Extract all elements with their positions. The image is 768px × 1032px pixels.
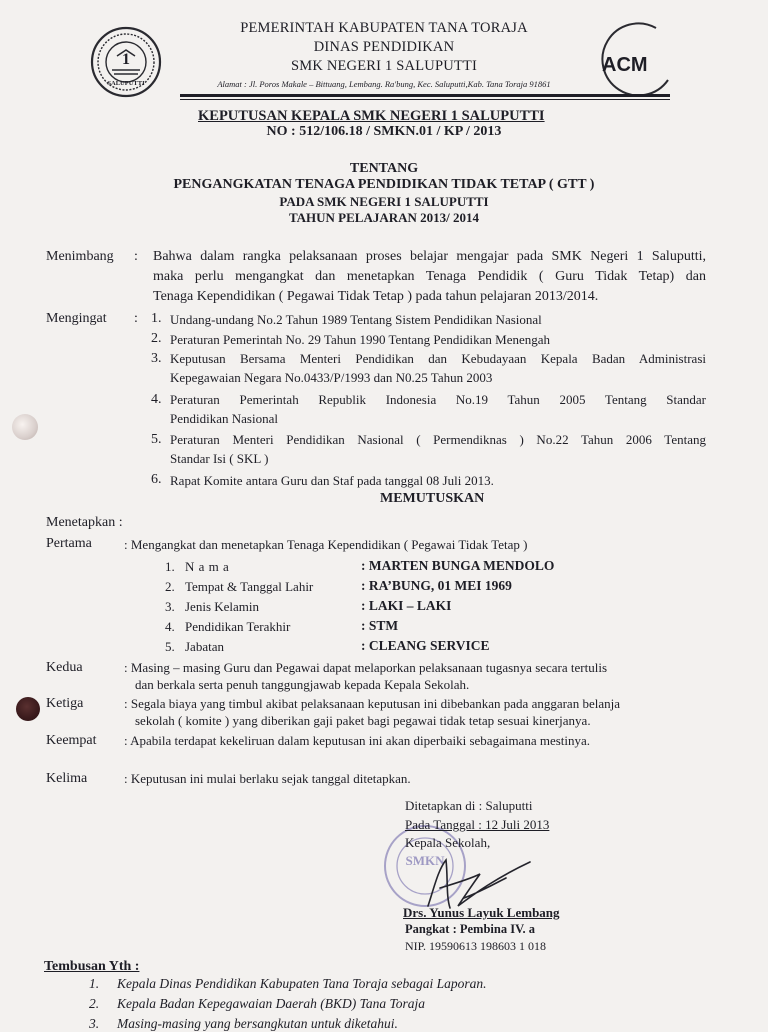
field-num-2: 2. bbox=[165, 579, 175, 594]
mengingat-num-6: 6. bbox=[151, 472, 162, 487]
punch-hole-bottom bbox=[16, 697, 40, 721]
field-num-5: 5. bbox=[165, 639, 175, 654]
field-label-name: N a m a bbox=[185, 559, 230, 574]
ketiga-label: Ketiga bbox=[46, 696, 84, 711]
mengingat-item-4-line-2: Pendidikan Nasional bbox=[170, 411, 278, 426]
header-address: Alamat : Jl. Poros Makale – Bittuang, Lembang. Ra'bung, Kec. Saluputti,Kab. Tana Toraja 91861 bbox=[217, 79, 551, 89]
decree-subject-1: PENGANGKATAN TENAGA PENDIDIKAN TIDAK TETAP ( GTT ) bbox=[173, 177, 595, 192]
field-value-gender: : LAKI – LAKI bbox=[361, 598, 452, 613]
mengingat-colon: : bbox=[134, 311, 138, 326]
field-value-education: : STM bbox=[361, 618, 399, 633]
tembusan-num-3: 3. bbox=[89, 1016, 100, 1031]
decree-subject-2: PADA SMK NEGERI 1 SALUPUTTI bbox=[279, 194, 489, 209]
mengingat-item-4-line-1: Peraturan Pemerintah Republik Indonesia No.19 Tahun 2005 Tentang Standar bbox=[170, 392, 706, 407]
header-school: SMK NEGERI 1 SALUPUTTI bbox=[290, 58, 478, 74]
signature-position: Kepala Sekolah, bbox=[405, 835, 491, 850]
mengingat-item-5-line-2: Standar Isi ( SKL ) bbox=[170, 451, 269, 466]
menimbang-line-1: Bahwa dalam rangka pelaksanaan proses belajar mengajar pada SMK Negeri 1 Saluputti, bbox=[153, 249, 706, 264]
field-value-name: : MARTEN BUNGA MENDOLO bbox=[361, 558, 555, 573]
mengingat-num-4: 4. bbox=[151, 392, 162, 407]
ketiga-line-1: : Segala biaya yang timbul akibat pelaksanaan keputusan ini dibebankan pada anggaran belanja bbox=[124, 696, 620, 711]
tembusan-num-1: 1. bbox=[89, 976, 100, 991]
tembusan-item-2: Kepala Badan Kepegawaian Daerah (BKD) Tana Toraja bbox=[117, 996, 426, 1011]
mengingat-item-5-line-1: Peraturan Menteri Pendidikan Nasional ( Permendiknas ) No.22 Tahun 2006 Tentang bbox=[170, 432, 706, 447]
mengingat-num-2: 2. bbox=[151, 331, 162, 346]
field-value-birth: : RA’BUNG, 01 MEI 1969 bbox=[361, 578, 512, 593]
tembusan-item-1: Kepala Dinas Pendidikan Kabupaten Tana Toraja sebagai Laporan. bbox=[117, 976, 487, 991]
memutuskan-heading: MEMUTUSKAN bbox=[380, 491, 485, 506]
field-label-position: Jabatan bbox=[185, 639, 224, 654]
decree-number: NO : 512/106.18 / SMKN.01 / KP / 2013 bbox=[266, 124, 502, 139]
decree-title: KEPUTUSAN KEPALA SMK NEGERI 1 SALUPUTTI bbox=[198, 108, 545, 124]
mengingat-label: Mengingat bbox=[46, 311, 107, 326]
mengingat-item-6: Rapat Komite antara Guru dan Staf pada tanggal 08 Juli 2013. bbox=[170, 473, 494, 488]
header-divider-thin bbox=[180, 99, 670, 100]
field-label-gender: Jenis Kelamin bbox=[185, 599, 260, 614]
acm-text: ACM bbox=[602, 54, 648, 76]
logo-number: 1 bbox=[122, 51, 130, 68]
decree-about: TENTANG bbox=[349, 161, 419, 176]
kelima-text: : Keputusan ini mulai berlaku sejak tanggal ditetapkan. bbox=[124, 771, 411, 786]
decree-subject-3: TAHUN PELAJARAN 2013/ 2014 bbox=[288, 210, 480, 225]
punch-hole-top bbox=[12, 414, 38, 440]
menimbang-line-2: maka perlu mengangkat dan menetapkan Tenaga Pendidik ( Guru Tidak Tetap) dan bbox=[153, 269, 706, 284]
signature-name: Drs. Yunus Layuk Lembang bbox=[403, 905, 560, 920]
signature-place: Ditetapkan di : Saluputti bbox=[405, 798, 533, 813]
menetapkan-label: Menetapkan : bbox=[46, 515, 123, 530]
field-num-3: 3. bbox=[165, 599, 175, 614]
mengingat-num-3: 3. bbox=[151, 351, 162, 366]
tembusan-num-2: 2. bbox=[89, 996, 100, 1011]
header-divider bbox=[180, 94, 670, 97]
field-label-birth: Tempat & Tanggal Lahir bbox=[185, 579, 314, 594]
signature-date: Pada Tanggal : 12 Juli 2013 bbox=[405, 817, 550, 832]
keempat-label: Keempat bbox=[46, 733, 97, 748]
field-label-education: Pendidikan Terakhir bbox=[185, 619, 291, 634]
header-department: DINAS PENDIDIKAN bbox=[313, 39, 455, 55]
logo-caption: SALUPUTTI bbox=[107, 80, 145, 87]
field-num-1: 1. bbox=[165, 559, 175, 574]
mengingat-num-1: 1. bbox=[151, 311, 162, 326]
kedua-label: Kedua bbox=[46, 660, 83, 675]
mengingat-item-1: Undang-undang No.2 Tahun 1989 Tentang Sistem Pendidikan Nasional bbox=[170, 312, 542, 327]
stamp-text: SMKN bbox=[405, 853, 445, 868]
tembusan-item-3: Masing-masing yang bersangkutan untuk diketahui. bbox=[117, 1016, 398, 1031]
signature-nip: NIP. 19590613 198603 1 018 bbox=[405, 939, 547, 953]
pertama-text: : Mengangkat dan menetapkan Tenaga Kependidikan ( Pegawai Tidak Tetap ) bbox=[124, 537, 528, 552]
menimbang-line-3: Tenaga Kependidikan ( Pegawai Tidak Tetap ) pada tahun pelajaran 2013/2014. bbox=[153, 289, 599, 304]
mengingat-item-3-line-1: Keputusan Bersama Menteri Pendidikan dan Kebudayaan Kepala Badan Administrasi bbox=[170, 351, 706, 366]
pertama-label: Pertama bbox=[46, 536, 92, 551]
kedua-line-2: dan berkala serta penuh tanggungjawab kepada Kepala Sekolah. bbox=[135, 677, 470, 692]
kelima-label: Kelima bbox=[46, 771, 88, 786]
menimbang-colon: : bbox=[134, 249, 138, 264]
mengingat-num-5: 5. bbox=[151, 432, 162, 447]
mengingat-item-2: Peraturan Pemerintah No. 29 Tahun 1990 Tentang Pendidikan Menengah bbox=[170, 332, 551, 347]
field-num-4: 4. bbox=[165, 619, 175, 634]
keempat-text: : Apabila terdapat kekeliruan dalam keputusan ini akan diperbaiki sebagaimana mestinya. bbox=[124, 733, 591, 748]
field-value-position: : CLEANG SERVICE bbox=[361, 638, 490, 653]
ketiga-line-2: sekolah ( komite ) yang diberikan gaji paket bagi pegawai tidak tetap sesuai kinerjanya. bbox=[135, 713, 591, 728]
menimbang-label: Menimbang bbox=[46, 249, 114, 264]
mengingat-item-3-line-2: Kepegawaian Negara No.0433/P/1993 dan N0.25 Tahun 2003 bbox=[170, 370, 493, 385]
signature-rank: Pangkat : Pembina IV. a bbox=[405, 922, 535, 936]
tembusan-label: Tembusan Yth : bbox=[44, 959, 140, 974]
kedua-line-1: : Masing – masing Guru dan Pegawai dapat melaporkan pelaksanaan tugasnya secara tertulis bbox=[124, 660, 608, 675]
header-government: PEMERINTAH KABUPATEN TANA TORAJA bbox=[240, 20, 528, 36]
